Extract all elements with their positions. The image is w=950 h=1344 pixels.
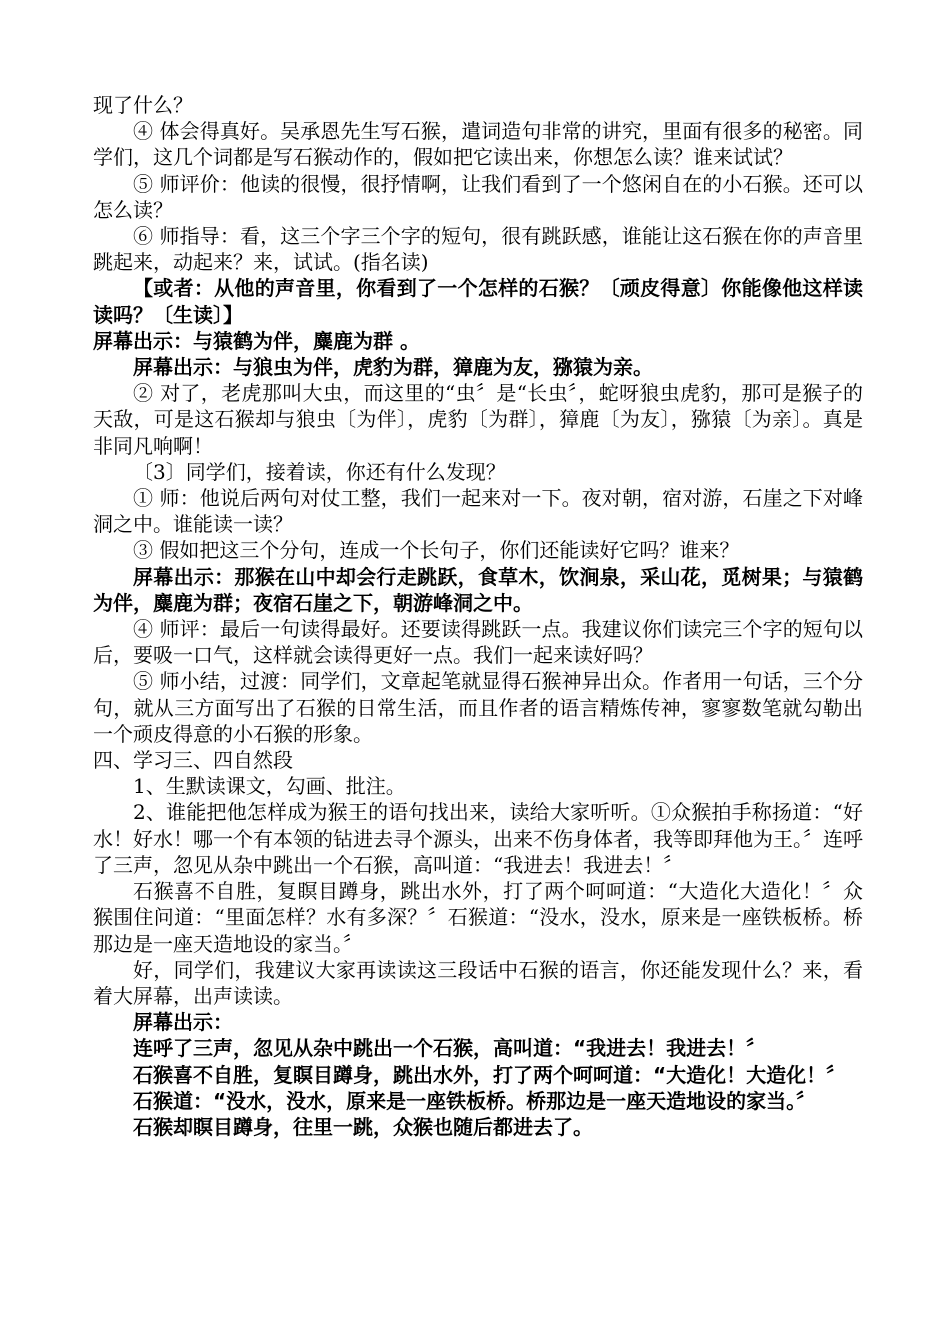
paragraph: 四、学习三、四自然段: [93, 748, 293, 773]
paragraph: ⑥ 师指导：看，这三个字三个字的短句，很有跳跃感，谁能让这石猴在你的声音里跳起来，动起来？来，试试。(指名读): [93, 224, 863, 275]
bold-paragraph: 屏幕出示：与狼虫为伴，虎豹为群，獐鹿为友，猕猿为亲。: [133, 355, 653, 380]
paragraph: ⑤ 师小结，过渡：同学们，文章起笔就显得石猴神异出众。作者用一句话，三个分句，就从三方面写出了石猴的日常生活，而且作者的语言精炼传神，寥寥数笔就勾勒出一个顽皮得意的小石猴的形象。: [93, 669, 863, 746]
bold-paragraph: 屏幕出示：与猿鹤为伴，麋鹿为群 。: [93, 328, 420, 353]
bold-paragraph: 连呼了三声，忽见从杂中跳出一个石猴，高叫道：“我进去！我进去！〞: [133, 1036, 767, 1061]
paragraph: 〔3〕同学们，接着读，你还有什么发现？: [133, 459, 506, 484]
paragraph: ⑤ 师评价：他读的很慢，很抒情啊，让我们看到了一个悠闲自在的小石猴。还可以怎么读？: [93, 171, 863, 222]
paragraph: 好，同学们，我建议大家再读读这三段话中石猴的语言，你还能发现什么？来，看着大屏幕，出声读读。: [93, 957, 863, 1008]
paragraph: 现了什么？: [93, 93, 193, 117]
paragraph: ④ 体会得真好。吴承恩先生写石猴，遣词造句非常的讲究，里面有很多的秘密。同学们，这几个词都是写石猴动作的，假如把它读出来，你想怎么读？谁来试试？: [93, 119, 863, 170]
paragraph: 1、生默读课文，勾画、批注。: [133, 774, 406, 799]
bold-paragraph: 石猴喜不自胜，复瞑目蹲身，跳出水外，打了两个呵呵道：“大造化！大造化！〞: [133, 1062, 847, 1087]
bold-paragraph: 石猴道：“没水，没水，原来是一座铁板桥。桥那边是一座天造地设的家当。〞: [133, 1088, 817, 1113]
paragraph: 石猴喜不自胜，复瞑目蹲身，跳出水外，打了两个呵呵道：“大造化大造化！〞众猴围住问道：“里面怎样？水有多深？〞石猴道：“没水，没水，原来是一座铁板桥。桥那边是一座天造地设的家当。〞: [93, 879, 863, 956]
paragraph: ① 师：他说后两句对仗工整，我们一起来对一下。夜对朝，宿对游，石崖之下对峰洞之中。谁能读一读？: [93, 486, 863, 537]
paragraph: ② 对了，老虎那叫大虫，而这里的“虫〞是“长虫〞，蛇呀狼虫虎豹，那可是猴子的天敌，可是这石猴却与狼虫〔为伴〕，虎豹〔为群〕，獐鹿〔为友〕，猕猿〔为亲〕。真是非同凡响啊！: [93, 381, 863, 458]
paragraph: ④ 师评：最后一句读得最好。还要读得跳跃一点。我建议你们读完三个字的短句以后，要吸一口气，这样就会读得更好一点。我们一起来读好吗？: [93, 617, 863, 668]
paragraph: ③ 假如把这三个分句，连成一个长句子，你们还能读好它吗？谁来？: [133, 538, 740, 563]
bold-paragraph: 屏幕出示：那猴在山中却会行走跳跃，食草木，饮涧泉，采山花，觅树果；与猿鹤为伴，麋鹿为群；夜宿石崖之下，朝游峰洞之中。: [93, 564, 863, 615]
bold-paragraph: 屏幕出示：: [133, 1010, 233, 1035]
paragraph: 2、谁能把他怎样成为猴王的语句找出来，读给大家听听。①众猴拍手称扬道：“好水！好水！哪一个有本领的钻进去寻个源头，出来不伤身体者，我等即拜他为王。〞连呼了三声，忽见从杂中跳出一个石猴，高叫道：“我进去！我进去！〞: [93, 800, 863, 877]
bold-paragraph: 石猴却瞑目蹲身，往里一跳，众猴也随后都进去了。: [133, 1114, 593, 1139]
bold-paragraph: 【或者：从他的声音里，你看到了一个怎样的石猴？〔顽皮得意〕你能像他这样读读吗？〔生读〕】: [93, 276, 863, 327]
document-page: [93, 92, 863, 1140]
